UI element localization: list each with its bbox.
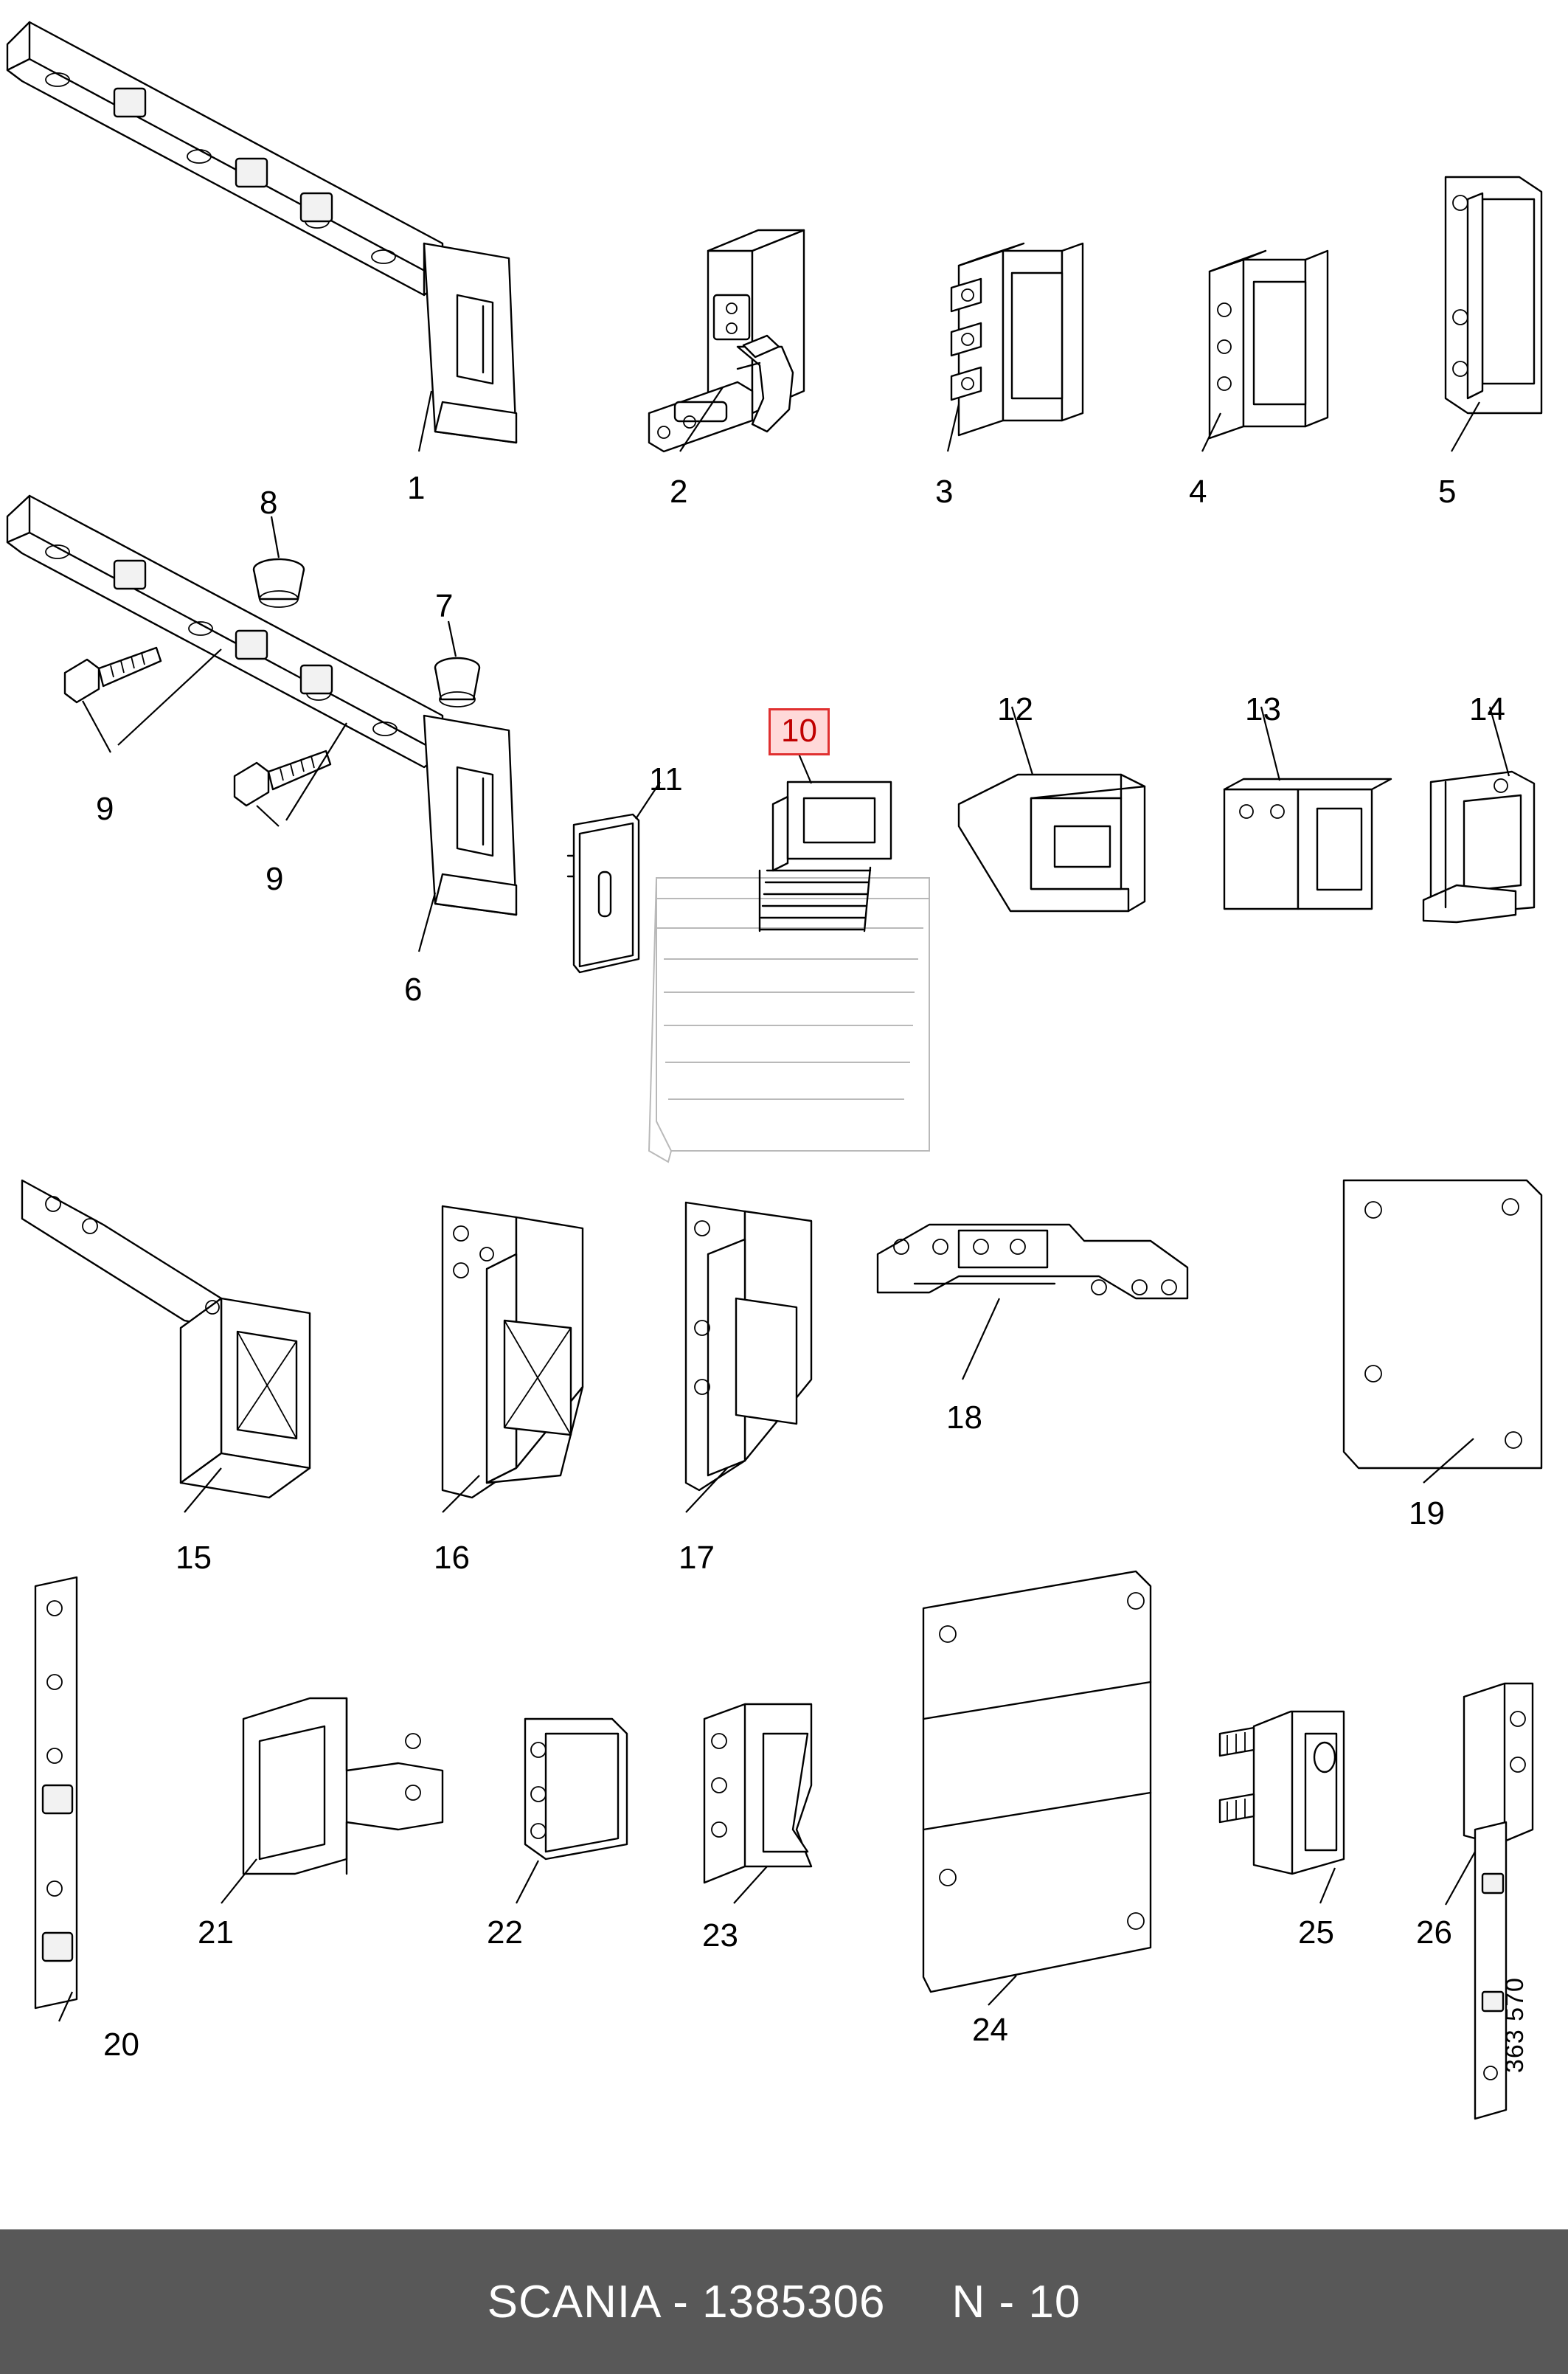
part-20-strip [35,1577,77,2008]
callout-16: 16 [434,1540,470,1576]
part-25-bracket-with-bolts [1220,1712,1344,1874]
callout-21: 21 [198,1914,234,1951]
part-24-large-plate [923,1571,1151,1992]
part-23-bracket [704,1704,811,1883]
callout-24: 24 [972,2012,1008,2048]
callout-5: 5 [1438,474,1457,510]
drawing-number: 363 570 [1501,1977,1529,2073]
callout-13: 13 [1245,691,1281,727]
callout-9-lower: 9 [266,861,284,897]
callout-23: 23 [702,1917,738,1953]
page-footer [0,2229,1568,2374]
part-9-bolt-upper [65,648,161,702]
part-15-bracket [22,1180,310,1498]
footer-page-reference: N - 10 [951,2276,1081,2328]
part-4-c-bracket [1210,251,1328,438]
part-7-rubber-stop [435,658,479,707]
part-8-rubber-stop [254,559,304,607]
callout-6: 6 [404,972,423,1008]
callout-22: 22 [487,1914,523,1951]
part-6-long-rail [7,496,516,915]
part-17-bracket [686,1202,811,1490]
part-13-bracket [1224,779,1391,909]
callout-18: 18 [946,1399,982,1436]
callout-8: 8 [260,485,278,521]
callout-15: 15 [176,1540,212,1576]
callout-9-upper: 9 [96,791,114,827]
part-10-seal-frame [649,782,929,1162]
part-2-latch-bracket [649,230,804,451]
callout-12: 12 [997,691,1033,727]
callout-20: 20 [103,2027,139,2063]
callout-26: 26 [1416,1914,1452,1951]
callout-2: 2 [670,474,688,510]
part-3-u-bracket [951,243,1083,435]
part-19-plate [1344,1180,1541,1468]
part-11-housing [568,814,639,972]
callout-17: 17 [679,1540,715,1576]
callout-10-highlighted[interactable]: 10 [769,708,830,755]
part-9-bolt-lower [235,751,330,806]
part-12-bracket [959,775,1145,911]
callout-11: 11 [649,761,683,797]
part-21-bracket [243,1698,443,1874]
callout-14: 14 [1469,691,1505,727]
part-18-long-bracket [878,1225,1187,1298]
callout-1: 1 [407,470,426,506]
callout-4: 4 [1189,474,1207,510]
callout-25: 25 [1298,1914,1334,1951]
part-1-long-rail [7,22,516,443]
callout-19: 19 [1409,1495,1445,1532]
part-16-bracket [443,1206,583,1498]
part-22-plate [525,1719,627,1859]
footer-part-number: SCANIA - 1385306 [487,2276,886,2328]
part-5-plate-bracket [1446,177,1541,413]
part-14-bracket [1423,772,1534,922]
callout-7: 7 [435,588,454,624]
callout-3: 3 [935,474,954,510]
